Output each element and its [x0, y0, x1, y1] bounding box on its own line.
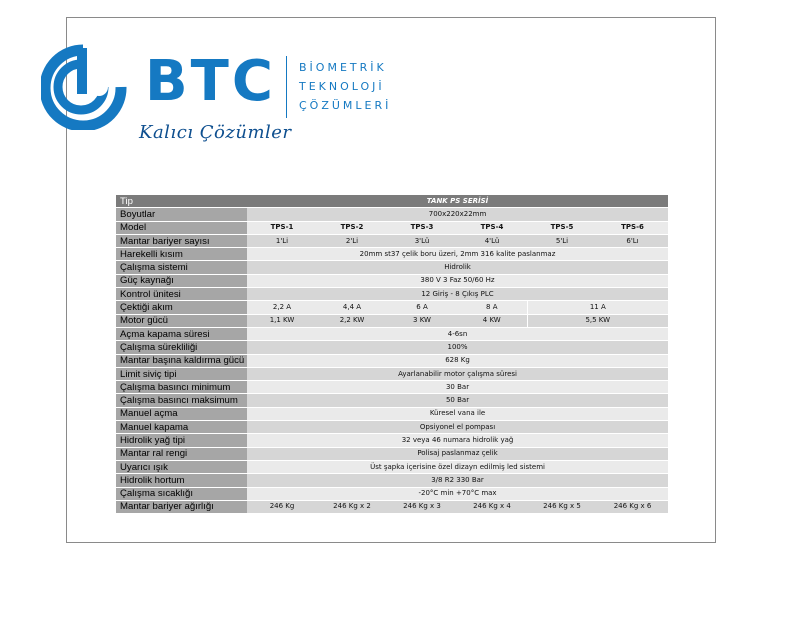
row-label: Mantar bariyer ağırlığı [116, 500, 247, 513]
row-label: Harekelli kısım [116, 248, 247, 261]
row-value: 50 Bar [247, 394, 668, 407]
cell-value: TPS-2 [317, 221, 387, 234]
tagline-line-2: TEKNOLOJİ [299, 80, 385, 93]
cell-value: 5'Li [527, 234, 597, 247]
tagline-line-1: BİOMETRİK [299, 61, 387, 74]
cell-value: 2,2 KW [317, 314, 387, 327]
row-value: 628 Kg [247, 354, 668, 367]
cell-value: TPS-5 [527, 221, 597, 234]
logo-divider [286, 56, 287, 118]
row-value: Opsiyonel el pompası [247, 421, 668, 434]
row-label: Tip [116, 195, 247, 208]
table-row [116, 327, 668, 340]
row-label: Uyarıcı ışık [116, 460, 247, 473]
cell-value: TPS-6 [597, 221, 668, 234]
row-value: Ayarlanabilir motor çalışma süresi [247, 367, 668, 380]
row-value: Polisaj paslanmaz çelik [247, 447, 668, 460]
series-title: TANK PS SERİSİ [247, 195, 668, 208]
table-row [116, 301, 668, 314]
row-label: Çalışma sıcaklığı [116, 487, 247, 500]
table-row [116, 314, 668, 327]
row-label: Güç kaynağı [116, 274, 247, 287]
row-label: Model [116, 221, 247, 234]
row-value: Hidrolik [247, 261, 668, 274]
cell-value: 1'Li [247, 234, 317, 247]
row-value: 380 V 3 Faz 50/60 Hz [247, 274, 668, 287]
row-label: Boyutlar [116, 208, 247, 221]
row-label: Kontrol ünitesi [116, 288, 247, 301]
table-row [116, 434, 668, 447]
cell-value: 246 Kg x 4 [457, 500, 527, 513]
row-label: Limit siviç tipi [116, 367, 247, 380]
btc-logo-mark-icon [41, 44, 141, 130]
table-row [116, 274, 668, 287]
table-row [116, 288, 668, 301]
cell-value: 1,1 KW [247, 314, 317, 327]
cell-value: 4,4 A [317, 301, 387, 314]
row-value: 3/8 R2 330 Bar [247, 474, 668, 487]
table-row [116, 354, 668, 367]
brand-name: BTC [145, 49, 276, 114]
cell-value: TPS-1 [247, 221, 317, 234]
row-value: Üst şapka içerisine özel dizayn edilmiş led sistemi [247, 460, 668, 473]
cell-value: 11 A [527, 301, 668, 314]
row-value: 20mm st37 çelik boru üzeri, 2mm 316 kalite paslanmaz [247, 248, 668, 261]
row-label: Mantar bariyer sayısı [116, 234, 247, 247]
row-label: Açma kapama süresi [116, 327, 247, 340]
cell-value: TPS-4 [457, 221, 527, 234]
table-row [116, 261, 668, 274]
cell-value: 4 KW [457, 314, 527, 327]
row-value: 100% [247, 341, 668, 354]
table-row [116, 248, 668, 261]
cell-value: 3'Lü [387, 234, 457, 247]
table-row [116, 381, 668, 394]
row-value: Küresel vana ile [247, 407, 668, 420]
row-value: 30 Bar [247, 381, 668, 394]
table-header-row [116, 195, 668, 208]
row-value: 4-6sn [247, 327, 668, 340]
cell-value: 246 Kg x 6 [597, 500, 668, 513]
spec-table [116, 194, 668, 513]
cell-value: 2'Li [317, 234, 387, 247]
table-row [116, 407, 668, 420]
logo-tagline [299, 58, 409, 115]
cell-value: 246 Kg x 2 [317, 500, 387, 513]
cell-value: 4'Lü [457, 234, 527, 247]
cell-value: 8 A [457, 301, 527, 314]
row-value: 700x220x22mm [247, 208, 668, 221]
table-row [116, 474, 668, 487]
cell-value: 246 Kg x 5 [527, 500, 597, 513]
row-label: Çalışma basıncı minimum [116, 381, 247, 394]
row-label: Çektiği akım [116, 301, 247, 314]
row-label: Çalışma sistemi [116, 261, 247, 274]
cell-value: 246 Kg x 3 [387, 500, 457, 513]
row-label: Hidrolik yağ tipi [116, 434, 247, 447]
row-label: Manuel kapama [116, 421, 247, 434]
cell-value: 5,5 KW [527, 314, 668, 327]
cell-value: 3 KW [387, 314, 457, 327]
cell-value: 6 A [387, 301, 457, 314]
row-label: Mantar ral rengi [116, 447, 247, 460]
table-row [116, 460, 668, 473]
row-value: 12 Giriş - 8 Çıkış PLC [247, 288, 668, 301]
row-label: Çalışma basıncı maksimum [116, 394, 247, 407]
cell-value: TPS-3 [387, 221, 457, 234]
row-label: Hidrolik hortum [116, 474, 247, 487]
table-row [116, 367, 668, 380]
table-row [116, 447, 668, 460]
row-value: -20°C min +70°C max [247, 487, 668, 500]
table-row [116, 487, 668, 500]
tagline-line-3: ÇÖZÜMLERİ [299, 99, 392, 112]
row-label: Motor gücü [116, 314, 247, 327]
row-value: 32 veya 46 numara hidrolik yağ [247, 434, 668, 447]
logo-slogan: Kalıcı Çözümler [139, 122, 292, 143]
table-row [116, 221, 668, 234]
btc-logo [41, 44, 401, 154]
table-row [116, 394, 668, 407]
row-label: Çalışma sürekliliği [116, 341, 247, 354]
row-label: Manuel açma [116, 407, 247, 420]
table-row [116, 421, 668, 434]
cell-value: 6'Lı [597, 234, 668, 247]
row-label: Mantar başına kaldırma gücü [116, 354, 247, 367]
table-row [116, 341, 668, 354]
table-row [116, 208, 668, 221]
cell-value: 2,2 A [247, 301, 317, 314]
table-row [116, 500, 668, 513]
table-row [116, 234, 668, 247]
cell-value: 246 Kg [247, 500, 317, 513]
